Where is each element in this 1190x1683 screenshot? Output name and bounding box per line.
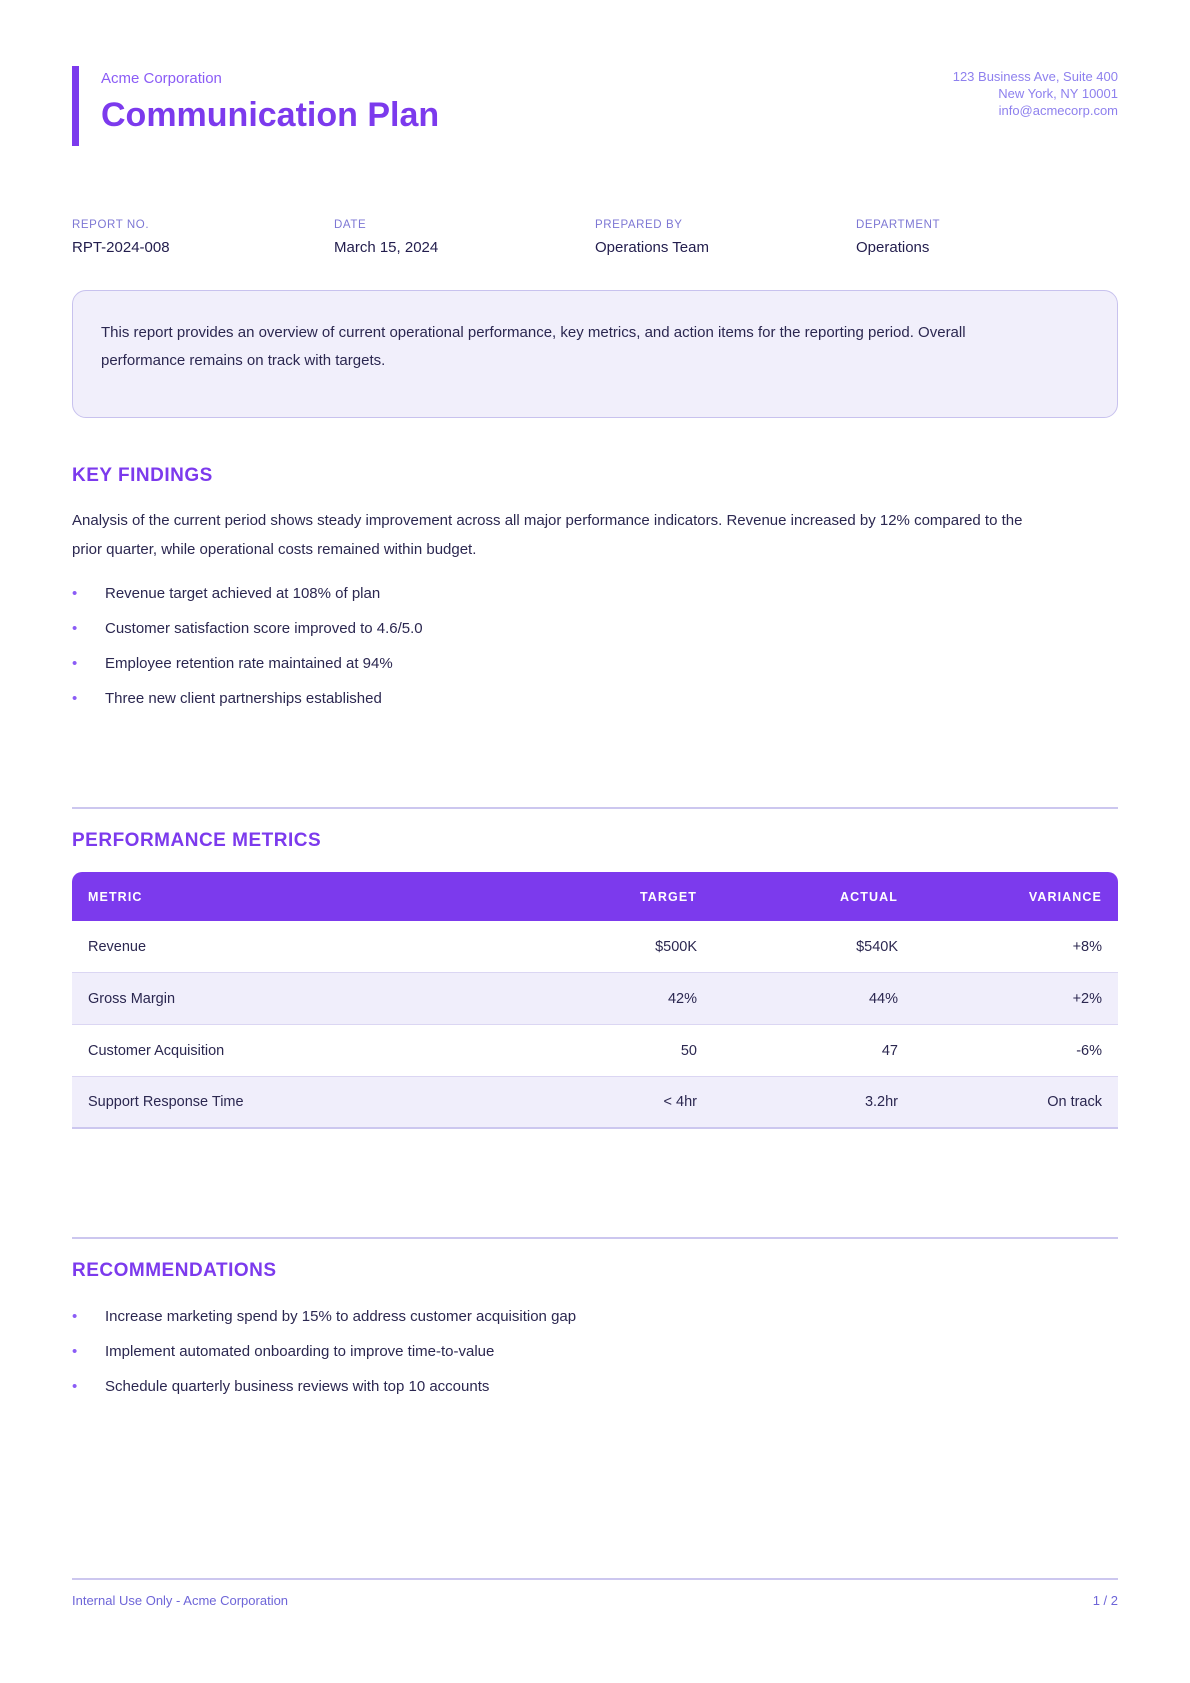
recommendations-heading: RECOMMENDATIONS [72,1260,277,1281]
meta-value: March 15, 2024 [334,239,439,256]
performance-metrics-heading: PERFORMANCE METRICS [72,830,322,851]
key-findings-heading: KEY FINDINGS [72,465,213,486]
report-meta [72,218,1118,257]
company-name: Acme Corporation [101,70,222,87]
column-header-actual: ACTUAL [840,889,898,904]
list-item-text: Increase marketing spend by 15% to address customer acquisition gap [105,1308,577,1325]
table-row [72,1025,1118,1077]
summary-text: This report provides an overview of current operational performance, key metrics, and action items for the reporting period. Overall performance remains on track with targets. [101,324,966,369]
meta-report-no [72,218,334,257]
meta-department [856,218,1118,257]
cell-actual: $540K [856,938,898,955]
company-address [953,66,1118,119]
list-item [72,1342,1118,1361]
cell-target: $500K [655,938,697,955]
summary-box [72,290,1118,418]
key-findings-list [72,584,1118,708]
meta-value: RPT-2024-008 [72,239,170,256]
cell-variance: +2% [1072,990,1102,1007]
cell-variance: -6% [1076,1042,1102,1059]
cell-target: 50 [680,1042,697,1059]
list-item-text: Employee retention rate maintained at 94% [105,655,393,672]
list-item [72,1307,1118,1326]
meta-value: Operations Team [595,239,709,256]
column-header-variance: VARIANCE [1028,889,1102,904]
bullet-icon: • [72,620,78,637]
address-email: info@acmecorp.com [998,103,1118,118]
cell-metric: Support Response Time [88,1094,244,1110]
list-item-text: Customer satisfaction score improved to 4.6/5.0 [105,620,423,637]
list-item-text: Schedule quarterly business reviews with top 10 accounts [105,1378,490,1395]
list-item-text: Three new client partnerships established [105,690,382,707]
address-line-1: 123 Business Ave, Suite 400 [952,69,1118,84]
list-item-text: Revenue target achieved at 108% of plan [105,585,381,602]
section-divider [72,807,1118,809]
table-row [72,1077,1118,1129]
page-footer [72,1578,1118,1609]
list-item [72,1377,1118,1396]
address-line-2: New York, NY 10001 [998,86,1118,101]
meta-value: Operations [856,239,930,256]
column-header-metric: METRIC [88,889,143,904]
table-row [72,973,1118,1025]
meta-date [334,218,595,257]
metrics-table [72,872,1118,1129]
bullet-icon: • [72,690,78,707]
bullet-icon: • [72,1308,78,1325]
cell-target: < 4hr [663,1094,697,1110]
column-header-target: TARGET [639,889,697,904]
meta-label: DEPARTMENT [856,219,941,231]
list-item [72,654,1118,673]
table-body [72,921,1118,1129]
page-number: 1 / 2 [1092,1593,1118,1608]
list-item [72,584,1118,603]
meta-label: REPORT NO. [72,219,150,231]
recommendations-list [72,1307,1118,1396]
cell-metric: Gross Margin [88,990,176,1007]
cell-target: 42% [667,990,697,1007]
bullet-icon: • [72,1343,78,1360]
list-item-text: Implement automated onboarding to improve time-to-value [105,1343,495,1360]
bullet-icon: • [72,1378,78,1395]
table-row [72,921,1118,973]
meta-label: DATE [334,219,367,231]
section-divider [72,1237,1118,1239]
page-title: Communication Plan [101,96,440,134]
meta-label: PREPARED BY [595,219,683,231]
key-findings-intro: Analysis of the current period shows steady improvement across all major performance indicators. Revenue increased by 12% compared to the prior quarter, while operational costs remained within budget. [72,512,1023,558]
bullet-icon: • [72,655,78,672]
list-item [72,689,1118,708]
footer-classification: Internal Use Only - Acme Corporation [72,1593,289,1608]
cell-actual: 3.2hr [864,1094,898,1110]
report-header [72,66,1118,146]
title-block [72,66,439,146]
cell-variance: On track [1047,1094,1102,1110]
list-item [72,619,1118,638]
meta-prepared-by [595,218,856,257]
cell-actual: 44% [868,990,898,1007]
bullet-icon: • [72,585,78,602]
table-header-row [72,872,1118,921]
cell-actual: 47 [881,1042,898,1059]
cell-variance: +8% [1072,938,1102,955]
cell-metric: Customer Acquisition [88,1042,225,1059]
footer-row [72,1580,1118,1609]
cell-metric: Revenue [88,938,147,955]
